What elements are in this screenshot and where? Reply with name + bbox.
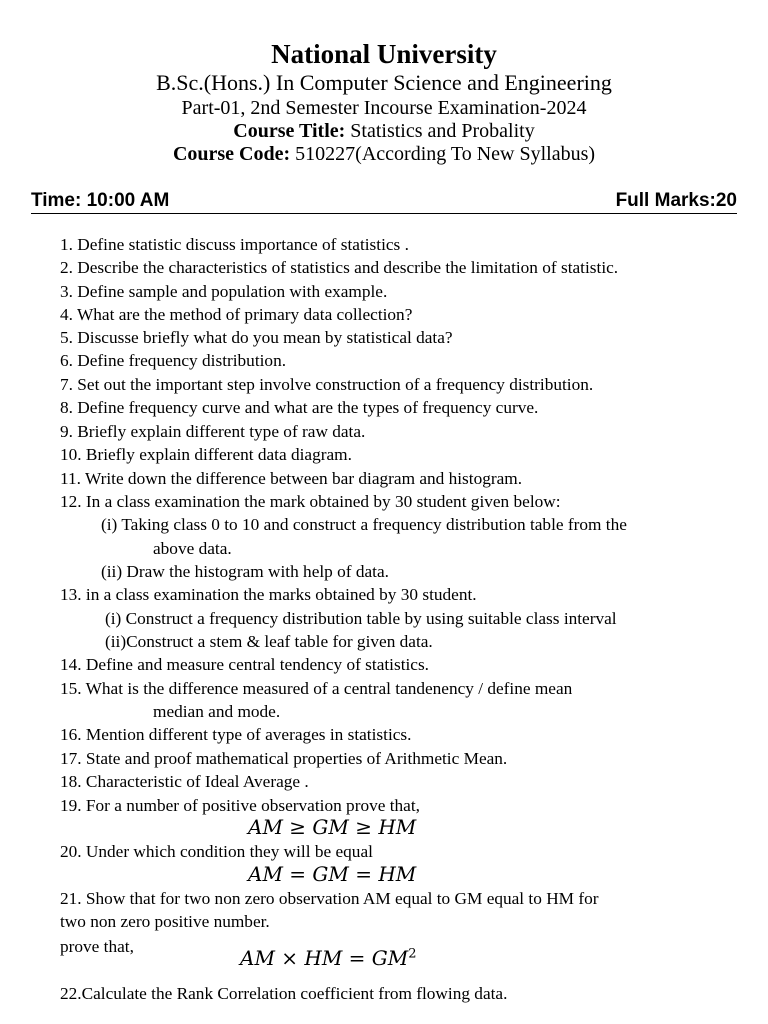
question-21: 21. Show that for two non zero observation AM equal to GM equal to HM for: [60, 889, 599, 908]
question-10: 10. Briefly explain different data diagram.: [60, 445, 352, 464]
course-code: [0, 143, 768, 166]
question-11: 11. Write down the difference between bar diagram and histogram.: [60, 469, 523, 488]
course-code-value: 510227(According To New Syllabus): [290, 143, 596, 165]
course-code-label: Course Code:: [172, 143, 291, 165]
formula-21: [240, 946, 417, 970]
question-4: 4. What are the method of primary data collection?: [60, 305, 413, 324]
university-name: National University: [271, 39, 497, 69]
full-marks: Full Marks:20: [615, 190, 737, 211]
question-20: 20. Under which condition they will be equal: [60, 842, 373, 861]
question-6: 6. Define frequency distribution.: [60, 351, 287, 370]
question-7: 7. Set out the important step involve construction of a frequency distribution.: [60, 375, 594, 394]
exam-header: [0, 38, 768, 166]
question-14: 14. Define and measure central tendency of statistics.: [60, 655, 430, 674]
question-5: 5. Discusse briefly what do you mean by statistical data?: [60, 328, 453, 347]
question-15-cont: median and mode.: [153, 702, 281, 721]
exam-time: Time: 10:00 AM: [31, 190, 170, 211]
question-1: 1. Define statistic discuss importance of statistics .: [60, 235, 409, 254]
question-13: 13. in a class examination the marks obtained by 30 student.: [60, 585, 477, 604]
question-8: 8. Define frequency curve and what are the types of frequency curve.: [60, 398, 539, 417]
question-21-prove: prove that,: [60, 937, 134, 956]
question-12-part-i-cont: above data.: [153, 539, 232, 558]
question-12-part-ii: (ii) Draw the histogram with help of data.: [101, 562, 389, 581]
question-12: 12. In a class examination the mark obtained by 30 student given below:: [60, 492, 561, 511]
question-2: 2. Describe the characteristics of statistics and describe the limitation of statistic.: [60, 258, 619, 277]
course-title: [0, 120, 768, 143]
question-19: 19. For a number of positive observation prove that,: [60, 796, 420, 815]
question-21-cont: two non zero positive number.: [60, 912, 270, 931]
formula-19: AM ≥ GM ≥ HM: [248, 815, 417, 839]
formula-20: AM = GM = HM: [248, 862, 417, 886]
course-title-value: Statistics and Probality: [345, 120, 535, 142]
question-22: 22.Calculate the Rank Correlation coefficient from flowing data.: [60, 984, 508, 1003]
question-13-part-i: (i) Construct a frequency distribution table by using suitable class interval: [105, 609, 617, 628]
question-17: 17. State and proof mathematical properties of Arithmetic Mean.: [60, 749, 508, 768]
formula-21-exponent: 2: [408, 946, 417, 962]
question-18: 18. Characteristic of Ideal Average .: [60, 772, 309, 791]
question-3: 3. Define sample and population with example.: [60, 282, 388, 301]
time-marks-bar: [31, 188, 737, 214]
question-13-part-ii: (ii)Construct a stem & leaf table for given data.: [105, 632, 433, 651]
question-9: 9. Briefly explain different type of raw data.: [60, 422, 366, 441]
exam-name: Part-01, 2nd Semester Incourse Examination-2024: [181, 97, 587, 119]
question-12-part-i: (i) Taking class 0 to 10 and construct a frequency distribution table from the: [101, 515, 627, 534]
question-16: 16. Mention different type of averages in statistics.: [60, 725, 412, 744]
course-title-label: Course Title:: [233, 120, 346, 142]
program-name: B.Sc.(Hons.) In Computer Science and Engineering: [156, 70, 612, 95]
question-15: 15. What is the difference measured of a central tandenency / define mean: [60, 679, 573, 698]
formula-21-base: AM × HM = GM: [240, 946, 409, 970]
